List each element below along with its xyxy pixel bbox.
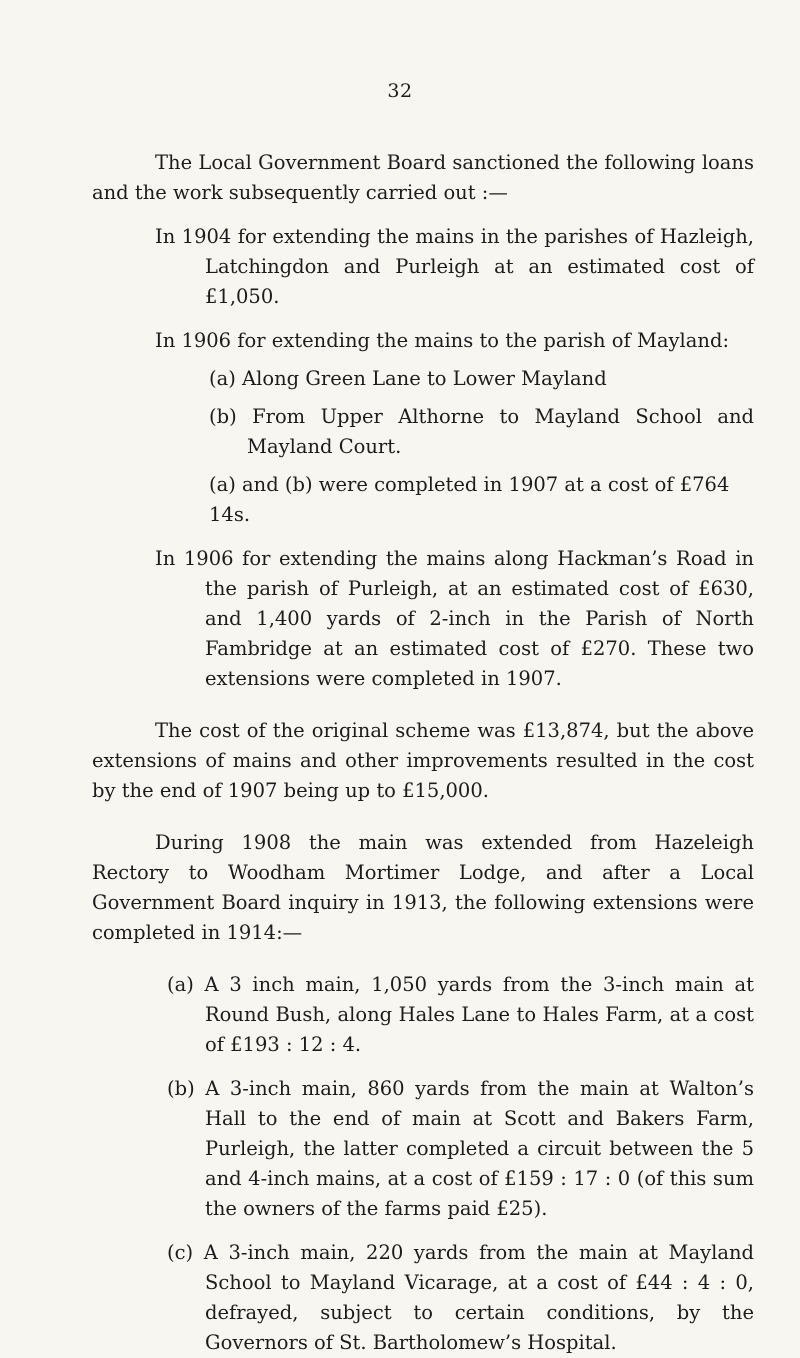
loan-1906-hackman-paragraph: In 1906 for extending the mains along Hackman’s Road in the parish of Purleigh, at an estimated cost of £630, and 1,400 yards of 2-inch in the Parish of North Fambridge at an estimated cost of £270. These two extensions were completed in 1907. <box>155 547 754 690</box>
loan-1904-paragraph: In 1904 for extending the mains in the parishes of Hazleigh, Latchingdon and Purleigh at an estimated cost of £1,050. <box>155 225 754 308</box>
mayland-item-b: (b) From Upper Althorne to Mayland School and Mayland Court. <box>209 405 754 458</box>
extension-item-b: (b) A 3-inch main, 860 yards from the main at Walton’s Hall to the end of main at Scott and Bakers Farm, Purleigh, the latter completed a circuit between the 5 and 4-inch mains, at a cost of £159 : 17 : 0 (of this sum the owners of the farms paid £25). <box>167 1077 754 1220</box>
mayland-item-a: (a) Along Green Lane to Lower Mayland <box>209 367 607 390</box>
during-1908-paragraph: During 1908 the main was extended from Hazeleigh Rectory to Woodham Mortimer Lodge, and after a Local Government Board inquiry in 1913, the following extensions were completed in 1914:— <box>92 831 754 944</box>
loan-1906-mayland-paragraph: In 1906 for extending the mains to the parish of Mayland: <box>155 329 730 352</box>
intro-paragraph: The Local Government Board sanctioned the following loans and the work subsequently carried out :— <box>92 151 754 204</box>
extension-item-c: (c) A 3-inch main, 220 yards from the main at Mayland School to Mayland Vicarage, at a cost of £44 : 4 : 0, defrayed, subject to certain conditions, by the Governors of St. Bartholomew’s Hospital. <box>167 1241 754 1354</box>
page-body <box>92 148 754 1358</box>
mayland-completed-note: (a) and (b) were completed in 1907 at a cost of £764 14s. <box>209 473 730 526</box>
original-cost-paragraph: The cost of the original scheme was £13,874, but the above extensions of mains and other improvements resulted in the cost by the end of 1907 being up to £15,000. <box>92 719 754 802</box>
extension-item-a: (a) A 3 inch main, 1,050 yards from the 3-inch main at Round Bush, along Hales Lane to Hales Farm, at a cost of £193 : 12 : 4. <box>167 973 754 1056</box>
page-number: 32 <box>387 80 413 102</box>
